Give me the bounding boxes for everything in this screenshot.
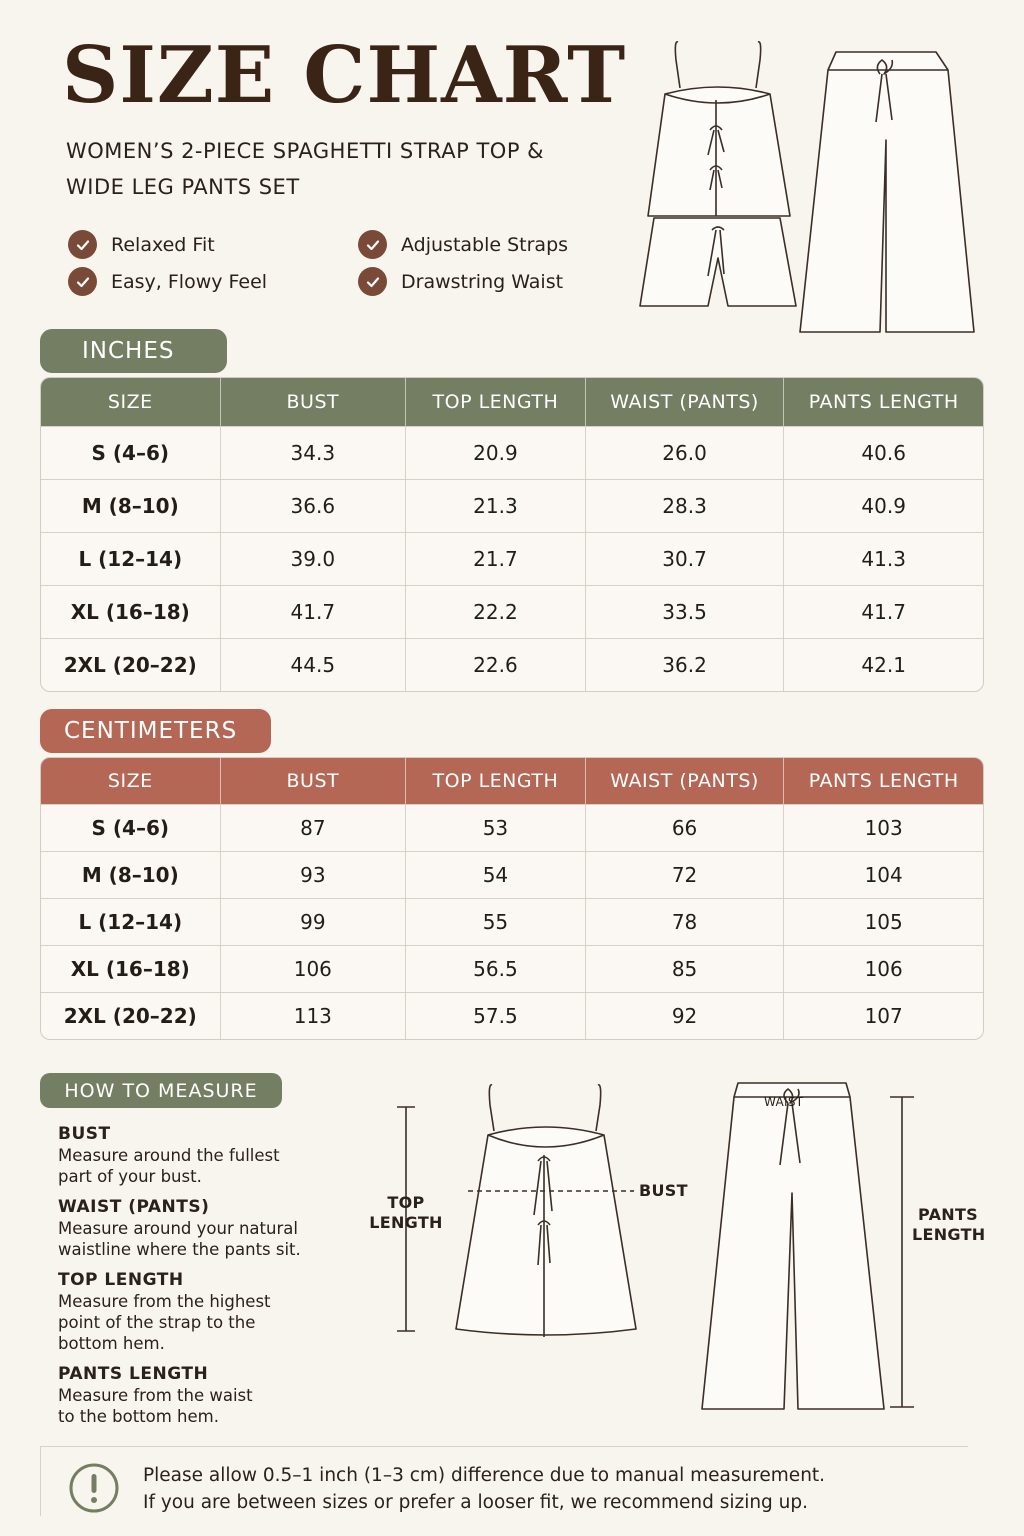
table-row <box>41 638 983 691</box>
measure-item <box>58 1364 348 1427</box>
size-cell: S (4–6) <box>41 426 221 479</box>
size-cell: M (8–10) <box>41 479 221 532</box>
measure-heading: WAIST (PANTS) <box>58 1197 210 1217</box>
value-cell: 107 <box>784 992 983 1039</box>
table-row <box>41 804 983 851</box>
feature-label: Easy, Flowy Feel <box>111 270 268 293</box>
value-cell: 22.6 <box>406 638 586 691</box>
feature-item <box>68 230 358 259</box>
divider <box>40 1446 968 1447</box>
value-cell: 92 <box>586 992 785 1039</box>
product-subtitle: WOMEN’S 2-PIECE SPAGHETTI STRAP TOP & WIDE LEG PANTS SET <box>66 139 545 199</box>
column-header: PANTS LENGTH <box>784 378 983 426</box>
column-header: TOP LENGTH <box>406 758 586 804</box>
value-cell: 20.9 <box>406 426 586 479</box>
measure-heading: TOP LENGTH <box>58 1270 184 1290</box>
measurement-illustration <box>360 1075 1000 1425</box>
measure-text: Measure from the highest <box>58 1292 271 1311</box>
feature-label: Adjustable Straps <box>401 233 569 256</box>
value-cell: 57.5 <box>406 992 586 1039</box>
value-cell: 41.3 <box>784 532 983 585</box>
column-header: BUST <box>221 378 407 426</box>
garment-illustration <box>630 30 990 350</box>
measure-instructions <box>58 1124 348 1437</box>
value-cell: 44.5 <box>221 638 407 691</box>
value-cell: 42.1 <box>784 638 983 691</box>
value-cell: 34.3 <box>221 426 407 479</box>
value-cell: 30.7 <box>586 532 785 585</box>
measure-item <box>58 1197 348 1260</box>
size-cell: M (8–10) <box>41 851 221 898</box>
column-header: SIZE <box>41 378 221 426</box>
value-cell: 78 <box>586 898 785 945</box>
column-header: TOP LENGTH <box>406 378 586 426</box>
centimeters-section-label: CENTIMETERS <box>40 709 271 753</box>
column-header: BUST <box>221 758 407 804</box>
value-cell: 26.0 <box>586 426 785 479</box>
value-cell: 40.9 <box>784 479 983 532</box>
value-cell: 21.3 <box>406 479 586 532</box>
value-cell: 87 <box>221 804 407 851</box>
feature-item <box>68 267 358 296</box>
table-row <box>41 945 983 992</box>
measure-text: to the bottom hem. <box>58 1407 219 1426</box>
size-cell: XL (16–18) <box>41 585 221 638</box>
value-cell: 66 <box>586 804 785 851</box>
value-cell: 54 <box>406 851 586 898</box>
inches-section-label: INCHES <box>40 329 227 373</box>
measure-item <box>58 1270 348 1354</box>
check-icon <box>358 230 387 259</box>
how-to-measure-label: HOW TO MEASURE <box>40 1073 282 1108</box>
size-cell: 2XL (20–22) <box>41 638 221 691</box>
measurement-diagram <box>360 1075 1000 1425</box>
feature-label: Relaxed Fit <box>111 233 215 256</box>
measure-heading: BUST <box>58 1124 111 1144</box>
size-cell: S (4–6) <box>41 804 221 851</box>
feature-label: Drawstring Waist <box>401 270 564 293</box>
bust-label: BUST <box>639 1181 688 1200</box>
measure-text: part of your bust. <box>58 1167 202 1186</box>
value-cell: 104 <box>784 851 983 898</box>
value-cell: 22.2 <box>406 585 586 638</box>
measure-text: Measure around the fullest <box>58 1146 280 1165</box>
column-header: PANTS LENGTH <box>784 758 983 804</box>
table-header-row <box>41 758 983 804</box>
table-row <box>41 479 983 532</box>
value-cell: 36.6 <box>221 479 407 532</box>
value-cell: 56.5 <box>406 945 586 992</box>
centimeters-size-table <box>40 757 984 1040</box>
value-cell: 40.6 <box>784 426 983 479</box>
value-cell: 103 <box>784 804 983 851</box>
value-cell: 85 <box>586 945 785 992</box>
size-cell: 2XL (20–22) <box>41 992 221 1039</box>
value-cell: 72 <box>586 851 785 898</box>
column-header: WAIST (PANTS) <box>586 378 785 426</box>
value-cell: 41.7 <box>221 585 407 638</box>
top-length-label: TOP LENGTH <box>369 1193 443 1232</box>
inches-size-table <box>40 377 984 692</box>
feature-list <box>68 230 628 296</box>
table-row <box>41 898 983 945</box>
feature-item <box>358 267 628 296</box>
table-row <box>41 426 983 479</box>
size-cell: L (12–14) <box>41 898 221 945</box>
waist-label: WAIST <box>764 1095 804 1109</box>
column-header: WAIST (PANTS) <box>586 758 785 804</box>
measure-heading: PANTS LENGTH <box>58 1364 209 1384</box>
value-cell: 33.5 <box>586 585 785 638</box>
value-cell: 105 <box>784 898 983 945</box>
value-cell: 53 <box>406 804 586 851</box>
check-icon <box>358 267 387 296</box>
value-cell: 55 <box>406 898 586 945</box>
measurement-note: Please allow 0.5–1 inch (1–3 cm) difference due to manual measurement. If you are between sizes or prefer a looser fit, we recommend sizing up. <box>143 1465 826 1513</box>
value-cell: 41.7 <box>784 585 983 638</box>
value-cell: 113 <box>221 992 407 1039</box>
measure-text: Measure around your natural <box>58 1219 298 1238</box>
measure-item <box>58 1124 348 1187</box>
value-cell: 21.7 <box>406 532 586 585</box>
table-row <box>41 532 983 585</box>
feature-item <box>358 230 628 259</box>
table-header-row <box>41 378 983 426</box>
measure-text: waistline where the pants sit. <box>58 1240 301 1259</box>
value-cell: 28.3 <box>586 479 785 532</box>
table-row <box>41 992 983 1039</box>
pants-length-label: PANTS LENGTH <box>912 1205 986 1244</box>
page-title: SIZE CHART <box>62 30 627 121</box>
column-header: SIZE <box>41 758 221 804</box>
value-cell: 106 <box>221 945 407 992</box>
measure-text: bottom hem. <box>58 1334 165 1353</box>
size-cell: L (12–14) <box>41 532 221 585</box>
value-cell: 36.2 <box>586 638 785 691</box>
value-cell: 93 <box>221 851 407 898</box>
measure-text: Measure from the waist <box>58 1386 253 1405</box>
check-icon <box>68 230 97 259</box>
exclamation-icon <box>68 1462 120 1514</box>
value-cell: 99 <box>221 898 407 945</box>
value-cell: 106 <box>784 945 983 992</box>
check-icon <box>68 267 97 296</box>
table-row <box>41 585 983 638</box>
size-cell: XL (16–18) <box>41 945 221 992</box>
divider <box>40 1446 41 1516</box>
measure-text: point of the strap to the <box>58 1313 256 1332</box>
value-cell: 39.0 <box>221 532 407 585</box>
table-row <box>41 851 983 898</box>
